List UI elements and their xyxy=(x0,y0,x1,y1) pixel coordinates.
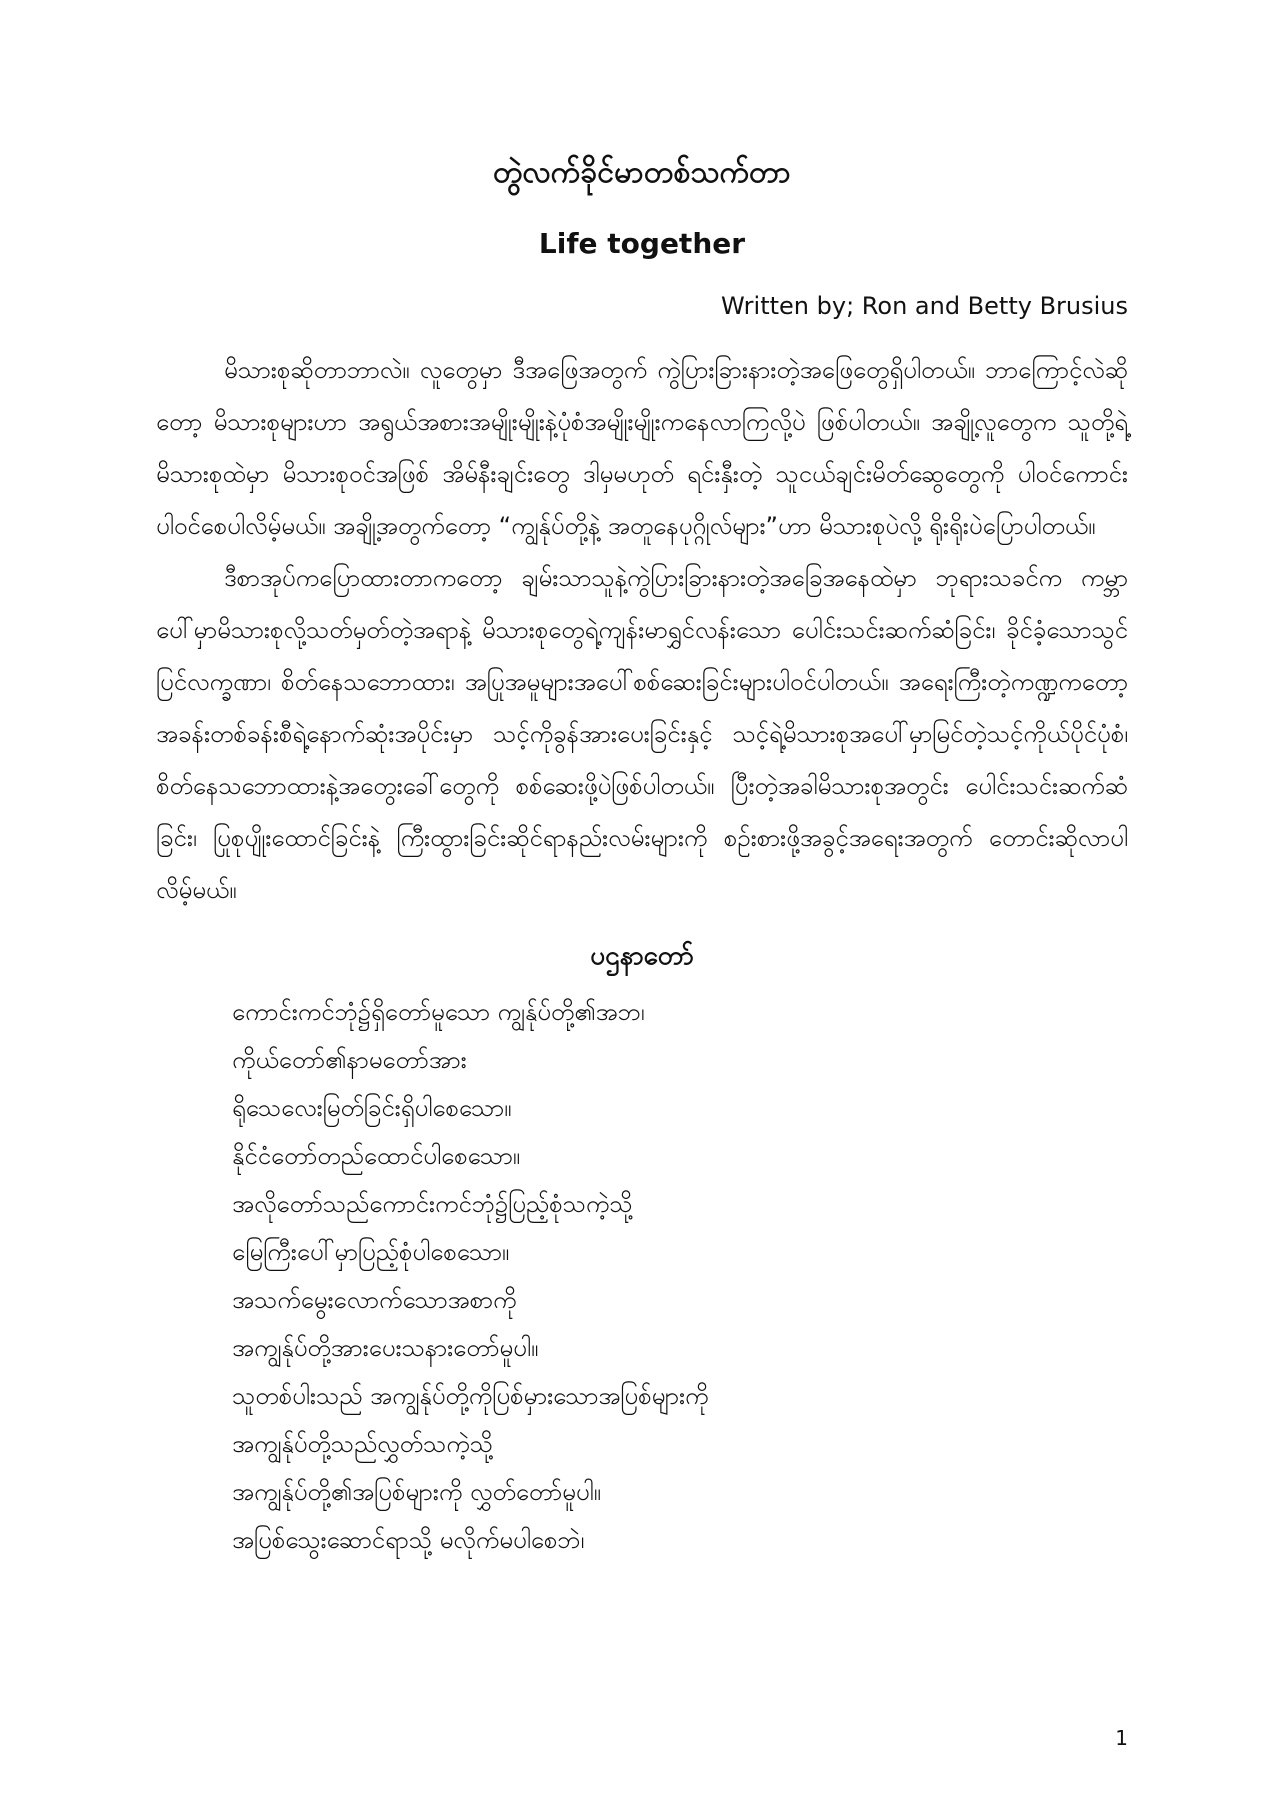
document-title-english: Life together xyxy=(538,227,746,260)
prayer-line: အပြစ်သွေးဆောင်ရာသို့ မလိုက်မပါစေဘဲ၊ xyxy=(232,1526,585,1554)
prayer-line: သူတစ်ပါးသည် အကျွန်ုပ်တို့ကိုပြစ်မှားသောအပြစ်များကို xyxy=(232,1382,709,1410)
prayer-line: အကျွန်ုပ်တို့အားပေးသနားတော်မူပါ။ xyxy=(232,1334,539,1362)
author-line: Written by; Ron and Betty Brusius xyxy=(721,292,1128,320)
prayer-line: အကျွန်ုပ်တို့သည်လွှတ်သကဲ့သို့ xyxy=(232,1430,493,1458)
body-paragraph: ဒီစာအုပ်ကပြောထားတာကတော့ ချမ်းသာသူနဲ့ကွဲပြားခြားနားတဲ့အခြေအနေထဲမှာ ဘုရားသခင်က ကမ္ဘာပေါ်မှာမိသားစုလို့သတ်မှတ်တဲ့အရာနဲ့ မိသားစုတွေရဲ့ကျန်းမာရွှင်လန်းသော ပေါင်းသင်းဆက်ဆံခြင်း၊ ခိုင်ခံ့သောသွင်ပြင်လက္ခဏာ၊ စိတ်နေသဘောထား၊ အပြုအမူများအပေါ်စစ်ဆေးခြင်းများပါဝင်ပါတယ်။ အရေးကြီးတဲ့ကဏ္ဍကတော့အခန်းတစ်ခန်းစီရဲ့နောက်ဆုံးအပိုင်းမှာ သင့်ကိုခွန်အားပေးခြင်းနှင့် သင့်ရဲ့မိသားစုအပေါ်မှာမြင်တဲ့သင့်ကိုယ်ပိုင်ပုံစံ၊ စိတ်နေသဘောထားနဲ့အတွေးခေါ်တွေကို စစ်ဆေးဖို့ပဲဖြစ်ပါတယ်။ ပြီးတဲ့အခါမိသားစုအတွင်း ပေါင်းသင်းဆက်ဆံခြင်း၊ ပြုစုပျိုးထောင်ခြင်းနဲ့ ကြီးထွားခြင်းဆိုင်ရာနည်းလမ်းများကို စဉ်းစားဖို့အခွင့်အရေးအတွက် တောင်းဆိုလာပါလိမ့်မယ်။ xyxy=(156,564,1128,904)
prayer-lines xyxy=(156,988,1128,1564)
prayer-line: ကိုယ်တော်၏နာမတော်အား xyxy=(232,1046,467,1074)
document-content xyxy=(156,150,1128,1564)
prayer-line: အကျွန်ုပ်တို့၏အပြစ်များကို လွှတ်တော်မူပါ။ xyxy=(232,1478,601,1506)
prayer-line: ရိုသေလေးမြတ်ခြင်းရှိပါစေသော။ xyxy=(232,1094,512,1122)
intro-paragraph: မိသားစုဆိုတာဘာလဲ။ လူတွေမှာ ဒီအဖြေအတွက် ကွဲပြားခြားနားတဲ့အဖြေတွေရှိပါတယ်။ ဘာကြောင့်လဲဆိုတော့ မိသားစုများဟာ အရွယ်အစားအမျိုးမျိုးနဲ့ပုံစံအမျိုးမျိုးကနေလာကြလို့ပဲ ဖြစ်ပါတယ်။ အချို့လူတွေက သူတို့ရဲ့မိသားစုထဲမှာ မိသားစုဝင်အဖြစ် အိမ်နီးချင်းတွေ ဒါမှမဟုတ် ရင်းနှီးတဲ့ သူငယ်ချင်းမိတ်ဆွေတွေကို ပါဝင်ကောင်းပါဝင်စေပါလိမ့်မယ်။ အချို့အတွက်တော့ “ကျွန်ုပ်တို့နဲ့ အတူနေပုဂ္ဂိုလ်များ”ဟာ မိသားစုပဲလို့ ရိုးရိုးပဲပြောပါတယ်။ xyxy=(156,356,1128,540)
prayer-line: နိုင်ငံတော်တည်ထောင်ပါစေသော။ xyxy=(232,1142,521,1170)
prayer-line: မြေကြီးပေါ်မှာပြည့်စုံပါစေသော။ xyxy=(232,1238,510,1266)
prayer-heading: ပဌနာတော် xyxy=(590,941,694,971)
document-title-myanmar: တွဲလက်ခိုင်မာတစ်သက်တာ xyxy=(493,155,791,190)
prayer-line: ကောင်းကင်ဘုံ၌ရှိတော်မူသော ကျွန်ုပ်တို့၏အဘ၊ xyxy=(232,998,645,1026)
prayer-line: အလိုတော်သည်ကောင်းကင်ဘုံ၌ပြည့်စုံသကဲ့သို့ xyxy=(232,1190,633,1218)
prayer-line: အသက်မွေးလောက်သောအစာကို xyxy=(232,1286,517,1314)
page-number: 1 xyxy=(1115,1726,1128,1750)
